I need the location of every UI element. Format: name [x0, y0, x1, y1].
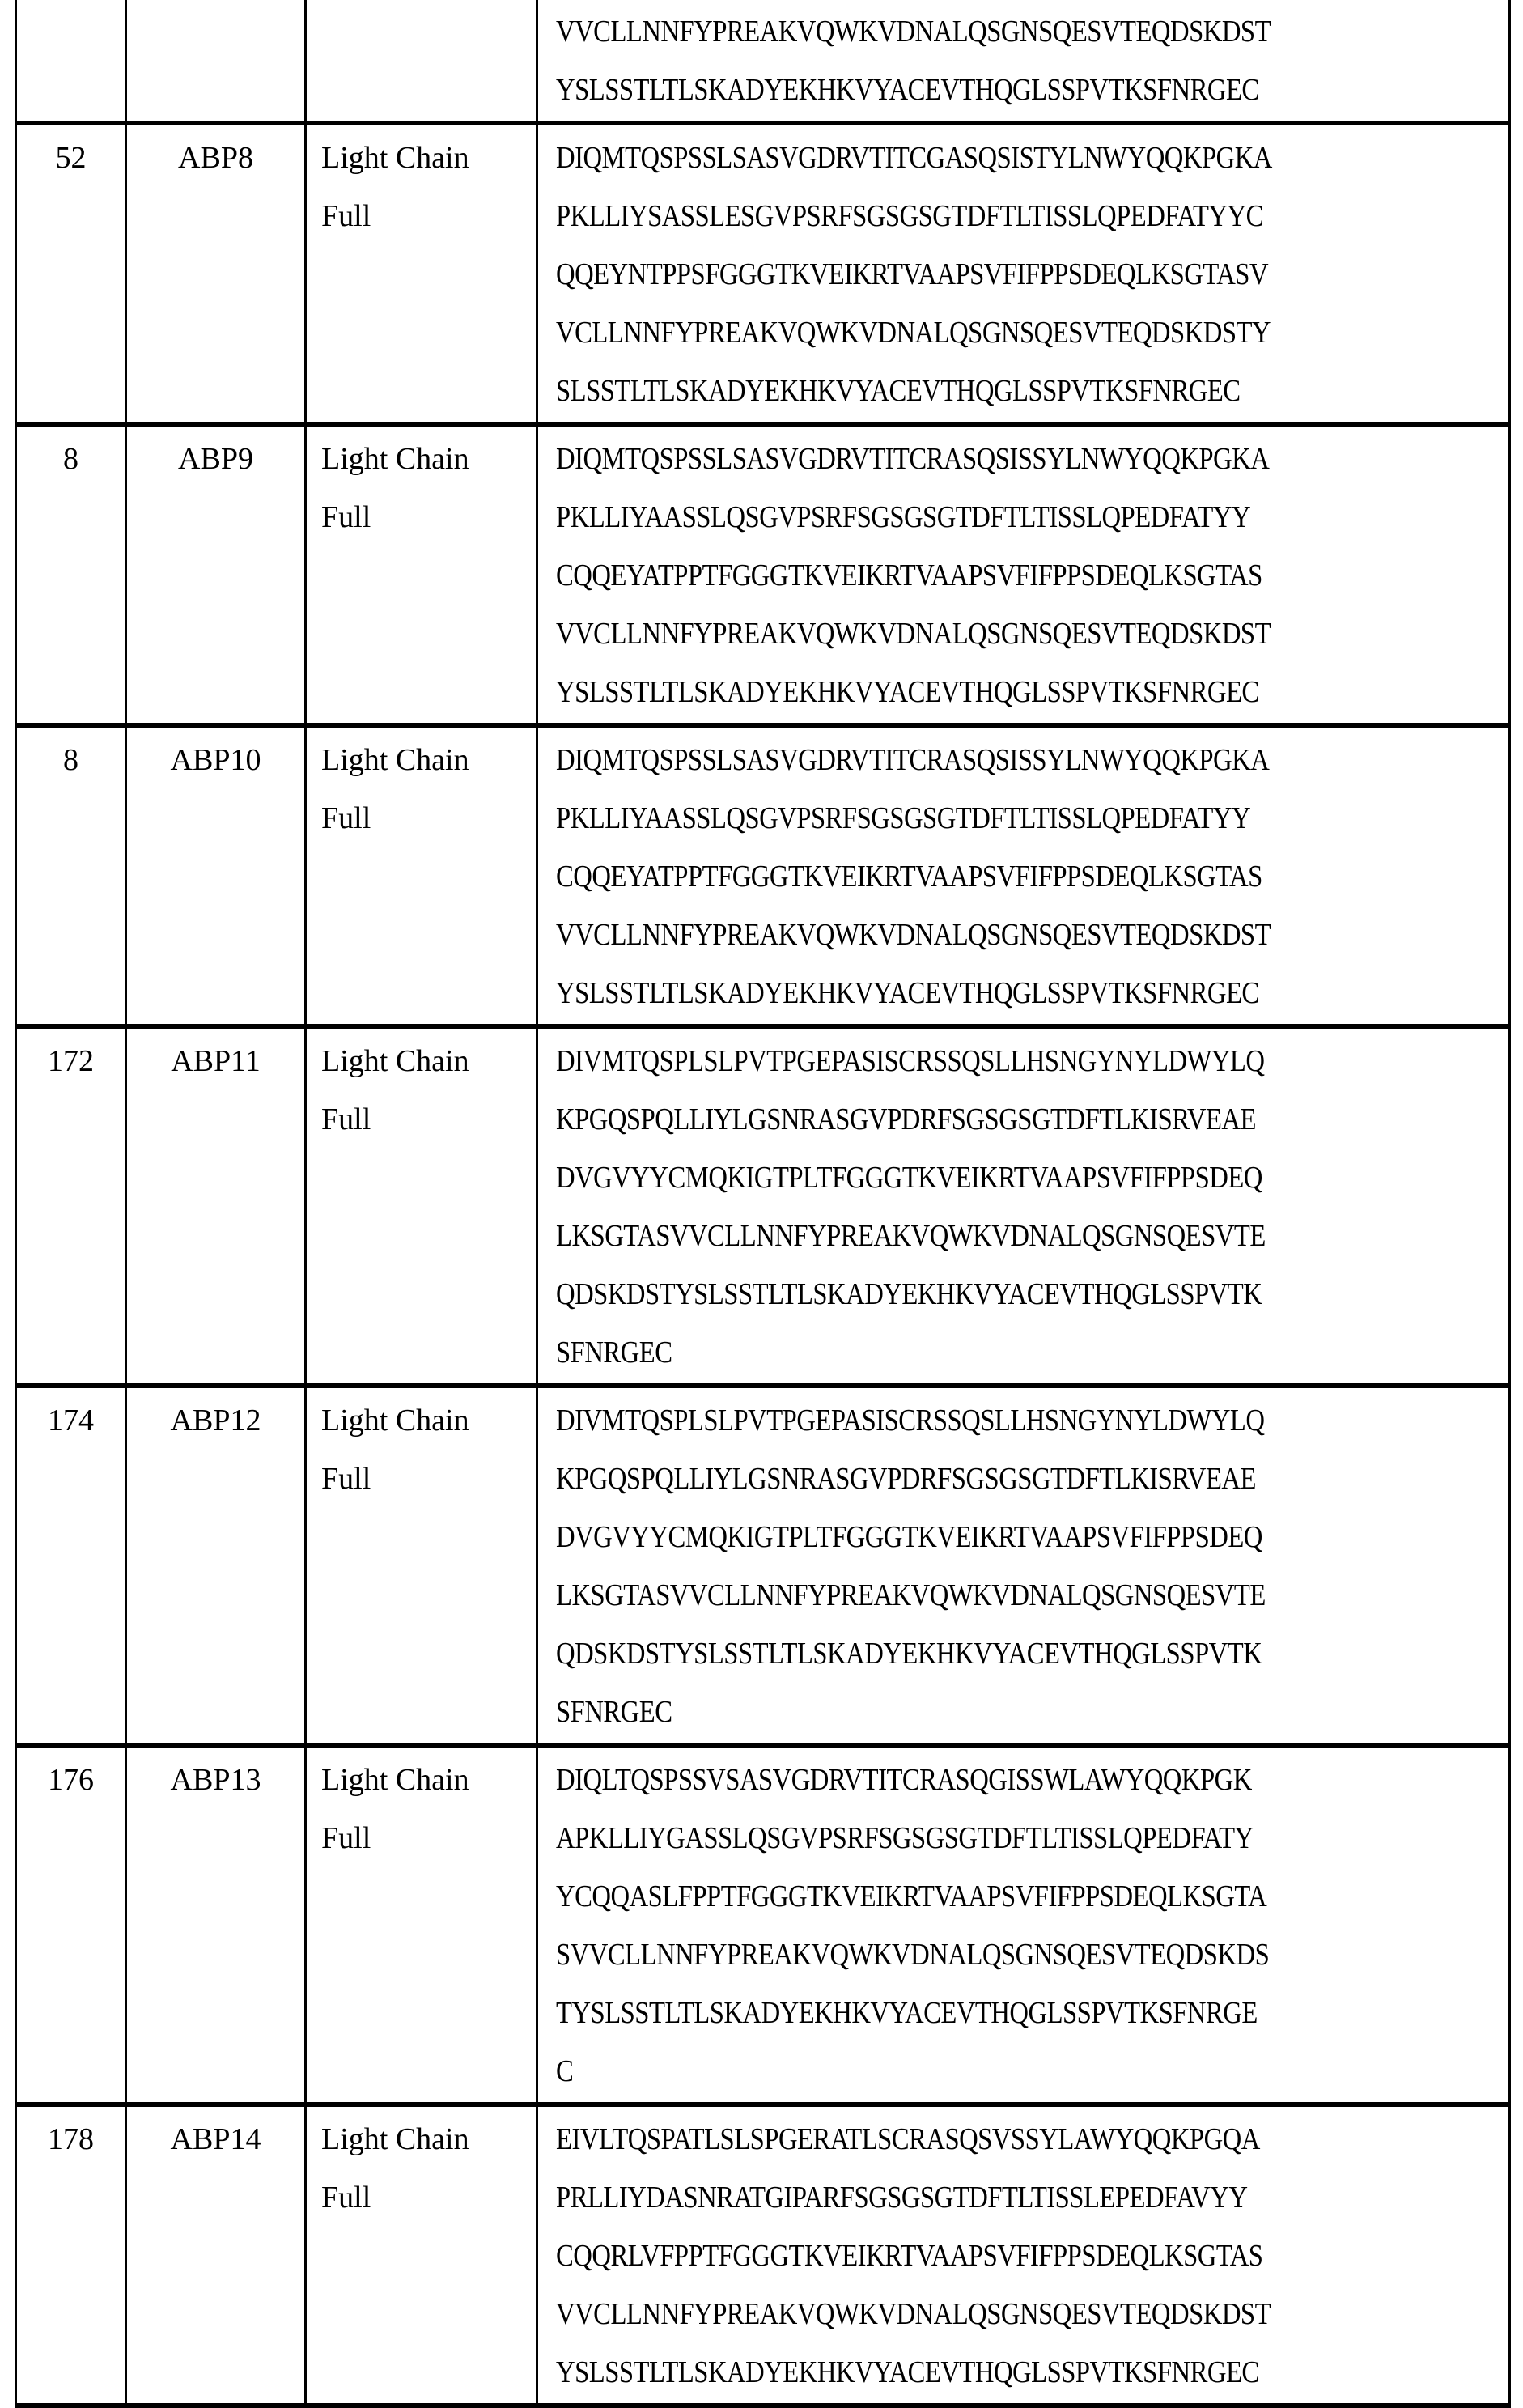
- sequence-cell: [537, 1386, 1510, 1745]
- sequence-line: DIVMTQSPLSLPVTPGEPASISCRSSQSLLHSNGYNYLDWYLQ: [556, 1044, 1265, 1078]
- sequence-line: VVCLLNNFYPREAKVQWKVDNALQSGNSQESVTEQDSKDST: [556, 918, 1271, 952]
- seq-id-cell: [16, 424, 126, 725]
- chain-type-cell: [306, 1386, 537, 1745]
- sequence-line: QDSKDSTYSLSSTLTLSKADYEKHKVYACEVTHQGLSSPVTK: [556, 1637, 1262, 1671]
- table-row: [16, 1386, 1510, 1745]
- sequence-cell: [537, 2104, 1510, 2406]
- chain-type-cell: [306, 0, 537, 123]
- sequence-line: QQEYNTPPSFGGGTKVEIKRTVAAPSVFIFPPSDEQLKSGTASV: [556, 257, 1269, 291]
- sequence-line: DVGVYYCMQKIGTPLTFGGGTKVEIKRTVAAPSVFIFPPSDEQ: [556, 1520, 1262, 1554]
- table-row: [16, 1745, 1510, 2104]
- sequence-cell: [537, 1026, 1510, 1386]
- seq-id-cell: [16, 2104, 126, 2406]
- antibody-cell: [126, 123, 306, 424]
- chain-type-cell: [306, 424, 537, 725]
- table-row: [16, 725, 1510, 1026]
- sequence-line: DIQMTQSPSSLSASVGDRVTITCRASQSISSYLNWYQQKPGKA: [556, 743, 1270, 777]
- seq-id: 52: [55, 141, 87, 175]
- antibody-name: ABP9: [178, 442, 253, 476]
- seq-id: [17, 0, 125, 2]
- sequence-line: YCQQASLFPPTFGGGTKVEIKRTVAAPSVFIFPPSDEQLKSGTA: [556, 1879, 1267, 1913]
- seq-id-cell: [16, 1026, 126, 1386]
- chain-type-cell: [306, 1026, 537, 1386]
- seq-id-cell: [16, 0, 126, 123]
- chain-type-cell: [306, 725, 537, 1026]
- table-row: [16, 2104, 1510, 2406]
- chain-type-cell: [306, 123, 537, 424]
- antibody-cell: [126, 2104, 306, 2406]
- chain-type-line2: Full: [321, 500, 371, 534]
- sequence-line: PKLLIYSASSLESGVPSRFSGSGSGTDFTLTISSLQPEDFATYYC: [556, 199, 1263, 233]
- sequence-line: SFNRGEC: [556, 1336, 672, 1370]
- sequence-line: LKSGTASVVCLLNNFYPREAKVQWKVDNALQSGNSQESVTE: [556, 1578, 1266, 1612]
- sequence-line: YSLSSTLTLSKADYEKHKVYACEVTHQGLSSPVTKSFNRGEC: [556, 73, 1259, 107]
- seq-id-cell: [16, 725, 126, 1026]
- seq-id: 174: [48, 1404, 94, 1438]
- table-row: [16, 1026, 1510, 1386]
- seq-id: 178: [48, 2122, 94, 2156]
- sequence-line: SVVCLLNNFYPREAKVQWKVDNALQSGNSQESVTEQDSKDS: [556, 1938, 1270, 1972]
- seq-id-cell: [16, 123, 126, 424]
- antibody-cell: [126, 1386, 306, 1745]
- sequence-line: DIQMTQSPSSLSASVGDRVTITCGASQSISTYLNWYQQKPGKA: [556, 141, 1272, 175]
- antibody-cell: [126, 725, 306, 1026]
- sequence-line: QDSKDSTYSLSSTLTLSKADYEKHKVYACEVTHQGLSSPVTK: [556, 1277, 1262, 1311]
- sequence-cell: [537, 0, 1510, 123]
- chain-type-line1: Light Chain: [321, 442, 469, 476]
- sequence-line: VVCLLNNFYPREAKVQWKVDNALQSGNSQESVTEQDSKDST: [556, 2297, 1271, 2331]
- sequence-line: CQQEYATPPTFGGGTKVEIKRTVAAPSVFIFPPSDEQLKSGTAS: [556, 860, 1262, 894]
- chain-type-line1: Light Chain: [321, 1763, 469, 1797]
- antibody-name: ABP10: [170, 743, 261, 777]
- sequence-line: DIQLTQSPSSVSASVGDRVTITCRASQGISSWLAWYQQKPGK: [556, 1763, 1252, 1797]
- chain-type-line1: Light Chain: [321, 141, 469, 175]
- seq-id: 8: [63, 743, 78, 777]
- chain-type-line1: Light Chain: [321, 1044, 469, 1078]
- chain-type-cell: [306, 2104, 537, 2406]
- sequence-line: SLSSTLTLSKADYEKHKVYACEVTHQGLSSPVTKSFNRGEC: [556, 374, 1241, 408]
- antibody-cell: [126, 1026, 306, 1386]
- sequence-cell: [537, 1745, 1510, 2104]
- chain-type-line2: Full: [321, 1462, 371, 1496]
- antibody-cell: [126, 0, 306, 123]
- seq-id: 8: [63, 442, 78, 476]
- antibody-cell: [126, 1745, 306, 2104]
- chain-type-line1: Light Chain: [321, 1404, 469, 1438]
- sequence-line: YSLSSTLTLSKADYEKHKVYACEVTHQGLSSPVTKSFNRGEC: [556, 2355, 1259, 2389]
- antibody-cell: [126, 424, 306, 725]
- sequence-line: C: [556, 2054, 574, 2088]
- chain-type-line2: Full: [321, 801, 371, 835]
- sequence-line: TYSLSSTLTLSKADYEKHKVYACEVTHQGLSSPVTKSFNRGE: [556, 1996, 1258, 2030]
- table-row: [16, 424, 1510, 725]
- antibody-name: ABP14: [170, 2122, 261, 2156]
- sequence-line: VCLLNNFYPREAKVQWKVDNALQSGNSQESVTEQDSKDSTY: [556, 316, 1271, 350]
- seq-id-cell: [16, 1745, 126, 2104]
- sequence-cell: [537, 123, 1510, 424]
- antibody-name: [127, 0, 304, 2]
- chain-type-cell: [306, 1745, 537, 2104]
- chain-type-line2: Full: [321, 1102, 371, 1136]
- sequence-line: DVGVYYCMQKIGTPLTFGGGTKVEIKRTVAAPSVFIFPPSDEQ: [556, 1161, 1262, 1195]
- chain-type-line1: [321, 0, 536, 2]
- sequence-line: YSLSSTLTLSKADYEKHKVYACEVTHQGLSSPVTKSFNRGEC: [556, 976, 1259, 1010]
- seq-id-cell: [16, 1386, 126, 1745]
- sequence-table: [15, 0, 1511, 2408]
- sequence-line: APKLLIYGASSLQSGVPSRFSGSGSGTDFTLTISSLQPEDFATY: [556, 1821, 1254, 1855]
- chain-type-line2: Full: [321, 199, 371, 233]
- sequence-line: PRLLIYDASNRATGIPARFSGSGSGTDFTLTISSLEPEDFAVYY: [556, 2181, 1248, 2215]
- table-row: [16, 123, 1510, 424]
- sequence-line: LKSGTASVVCLLNNFYPREAKVQWKVDNALQSGNSQESVTE: [556, 1219, 1266, 1253]
- chain-type-line2: Full: [321, 1821, 371, 1855]
- chain-type-line1: Light Chain: [321, 2122, 469, 2156]
- seq-id: 172: [48, 1044, 94, 1078]
- sequence-line: EIVLTQSPATLSLSPGERATLSCRASQSVSSYLAWYQQKPGQA: [556, 2122, 1260, 2156]
- antibody-name: ABP8: [178, 141, 253, 175]
- seq-id: 176: [48, 1763, 94, 1797]
- sequence-line: KPGQSPQLLIYLGSNRASGVPDRFSGSGSGTDFTLKISRVEAE: [556, 1102, 1256, 1136]
- chain-type-line2: Full: [321, 2181, 371, 2215]
- sequence-line: DIVMTQSPLSLPVTPGEPASISCRSSQSLLHSNGYNYLDWYLQ: [556, 1404, 1265, 1438]
- sequence-line: PKLLIYAASSLQSGVPSRFSGSGSGTDFTLTISSLQPEDFATYY: [556, 801, 1251, 835]
- antibody-name: ABP12: [170, 1404, 261, 1438]
- sequence-cell: [537, 424, 1510, 725]
- sequence-line: VVCLLNNFYPREAKVQWKVDNALQSGNSQESVTEQDSKDST: [556, 15, 1271, 49]
- chain-type-line1: Light Chain: [321, 743, 469, 777]
- sequence-cell: [537, 725, 1510, 1026]
- antibody-name: ABP13: [170, 1763, 261, 1797]
- antibody-name: ABP11: [171, 1044, 261, 1078]
- sequence-line: SFNRGEC: [556, 1695, 672, 1729]
- table-row: [16, 0, 1510, 123]
- sequence-line: PKLLIYAASSLQSGVPSRFSGSGSGTDFTLTISSLQPEDFATYY: [556, 500, 1251, 534]
- sequence-line: YSLSSTLTLSKADYEKHKVYACEVTHQGLSSPVTKSFNRGEC: [556, 675, 1259, 709]
- sequence-line: CQQEYATPPTFGGGTKVEIKRTVAAPSVFIFPPSDEQLKSGTAS: [556, 558, 1262, 592]
- sequence-line: CQQRLVFPPTFGGGTKVEIKRTVAAPSVFIFPPSDEQLKSGTAS: [556, 2239, 1263, 2273]
- sequence-table-body: [16, 0, 1510, 2406]
- sequence-line: DIQMTQSPSSLSASVGDRVTITCRASQSISSYLNWYQQKPGKA: [556, 442, 1270, 476]
- sequence-line: VVCLLNNFYPREAKVQWKVDNALQSGNSQESVTEQDSKDST: [556, 617, 1271, 651]
- sequence-line: KPGQSPQLLIYLGSNRASGVPDRFSGSGSGTDFTLKISRVEAE: [556, 1462, 1256, 1496]
